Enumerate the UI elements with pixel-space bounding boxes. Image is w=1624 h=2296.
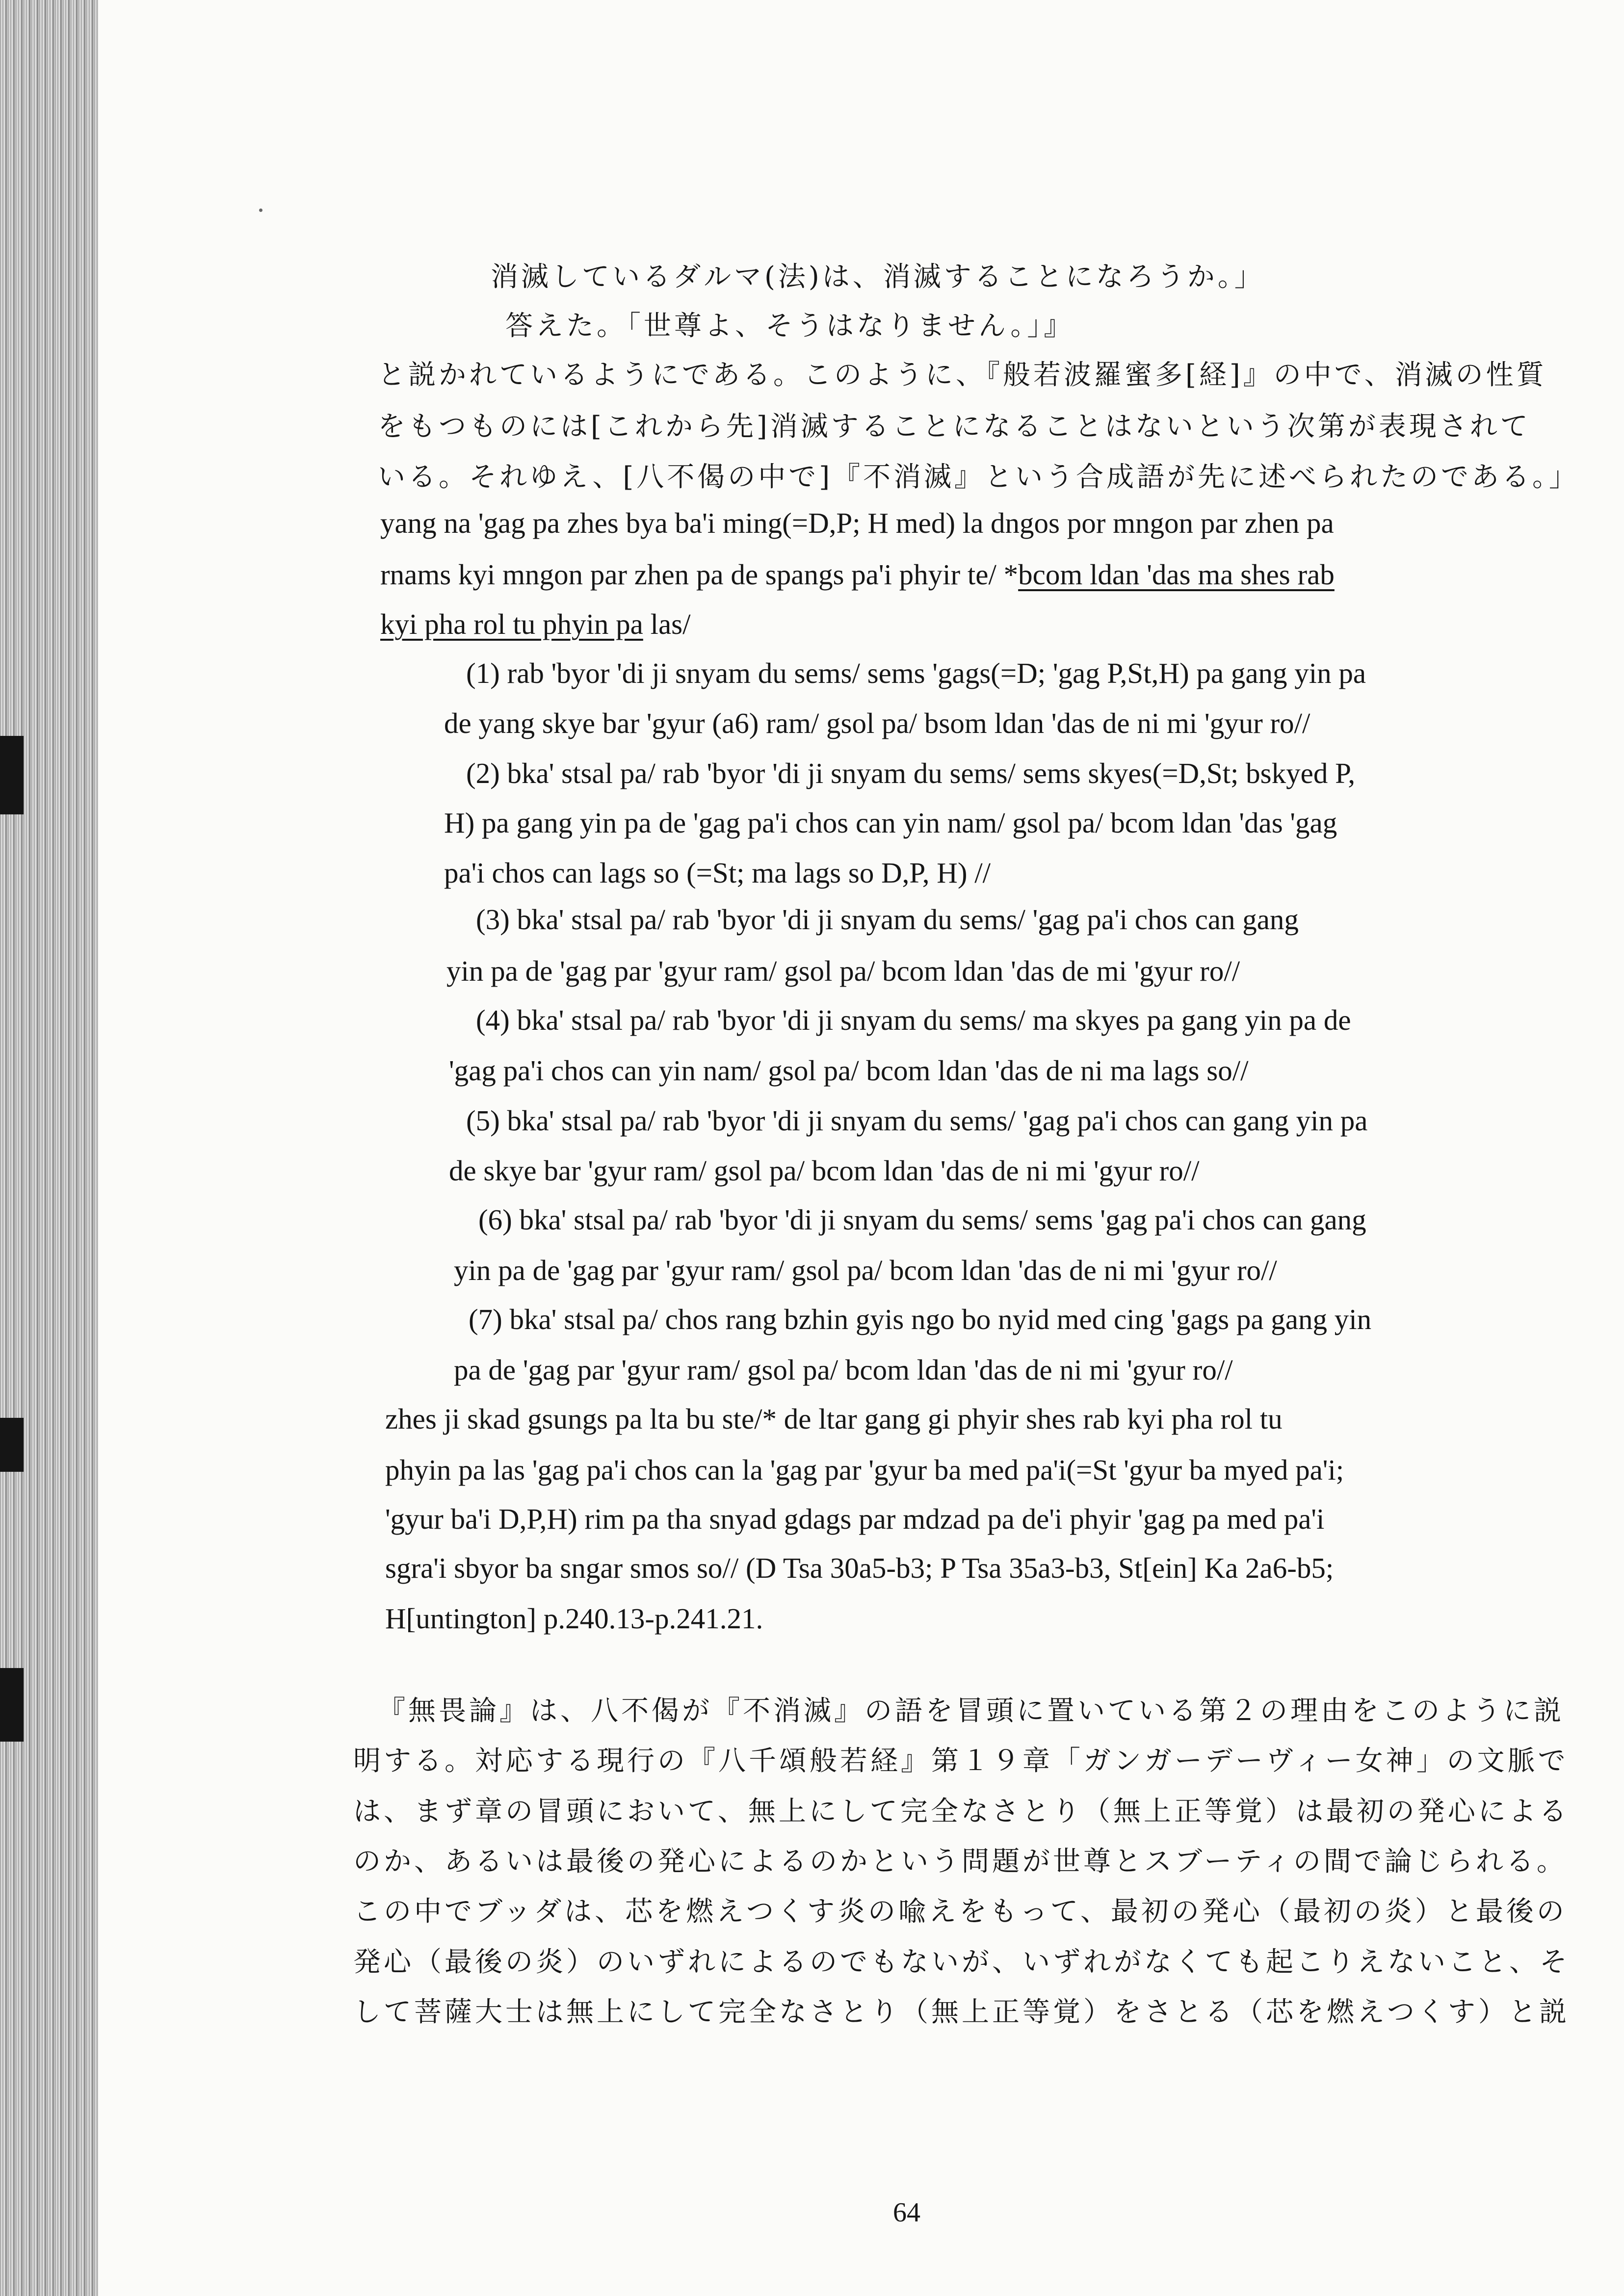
body-line: のか、あるいは最後の発心によるのかという問題が世尊とスブーティの間で論じられる。 — [353, 1846, 1567, 1878]
underlined-title: bcom ldan 'das ma shes rab — [1018, 558, 1335, 591]
quote-line: 答えた。「世尊よ、そうはなりません。」』 — [505, 310, 1074, 342]
body-line: をもつものには[これから先]消滅することになることはないという次第が表現されて — [378, 411, 1531, 443]
body-line: いる。それゆえ、[八不偈の中で]『不消滅』という合成語が先に述べられたのである。」 — [378, 461, 1580, 493]
numbered-line: (3) bka' stsal pa/ rab 'byor 'di ji snyam du sems/ 'gag pa'i chos can gang — [476, 903, 1299, 936]
gutter-mark — [0, 1668, 24, 1742]
scan-speck — [259, 209, 262, 212]
numbered-line: (6) bka' stsal pa/ rab 'byor 'di ji snyam du sems/ sems 'gag pa'i chos can gang — [478, 1203, 1366, 1236]
tibetan-line: 'gyur ba'i D,P,H) rim pa tha snyad gdags par mdzad pa de'i phyir 'gag pa med pa'i — [385, 1503, 1325, 1535]
page-number: 64 — [893, 2197, 920, 2228]
numbered-line: (5) bka' stsal pa/ rab 'byor 'di ji snyam du sems/ 'gag pa'i chos can gang yin pa — [466, 1104, 1368, 1137]
numbered-line: H) pa gang yin pa de 'gag pa'i chos can yin nam/ gsol pa/ bcom ldan 'das 'gag — [444, 807, 1337, 839]
numbered-line: yin pa de 'gag par 'gyur ram/ gsol pa/ bcom ldan 'das de ni mi 'gyur ro// — [454, 1254, 1277, 1286]
body-line: 明する。対応する現行の『八千頌般若経』第１９章「ガンガーデーヴィー女神」の文脈で — [353, 1745, 1569, 1777]
numbered-line: (7) bka' stsal pa/ chos rang bzhin gyis ngo bo nyid med cing 'gags pa gang yin — [469, 1303, 1372, 1335]
body-line: は、まず章の冒頭において、無上にして完全なさとり（無上正等覚）は最初の発心による — [353, 1796, 1570, 1827]
gutter-mark — [0, 1418, 24, 1472]
numbered-line: de skye bar 'gyur ram/ gsol pa/ bcom ldan 'das de ni mi 'gyur ro// — [449, 1154, 1200, 1187]
tibetan-text: rnams kyi mngon par zhen pa de spangs pa'i phyir te/ * — [380, 558, 1019, 591]
tibetan-line: H[untington] p.240.13-p.241.21. — [385, 1602, 763, 1635]
numbered-line: 'gag pa'i chos can yin nam/ gsol pa/ bcom ldan 'das de ni ma lags so// — [449, 1054, 1249, 1087]
underlined-title: kyi pha rol tu phyin pa — [380, 608, 643, 640]
numbered-line: (2) bka' stsal pa/ rab 'byor 'di ji snyam du sems/ sems skyes(=D,St; bskyed P, — [466, 757, 1356, 789]
body-line: 発心（最後の炎）のいずれによるのでもないが、いずれがなくても起こりえないこと、そ — [353, 1946, 1570, 1978]
body-line: この中でブッダは、芯を燃えつくす炎の喩えをもって、最初の発心（最初の炎）と最後の — [353, 1896, 1567, 1928]
tibetan-line: phyin pa las 'gag pa'i chos can la 'gag par 'gyur ba med pa'i(=St 'gyur ba myed pa'i; — [385, 1454, 1344, 1486]
tibetan-line — [380, 558, 1335, 592]
numbered-line: yin pa de 'gag par 'gyur ram/ gsol pa/ bcom ldan 'das de mi 'gyur ro// — [446, 955, 1240, 987]
numbered-line: (4) bka' stsal pa/ rab 'byor 'di ji snyam du sems/ ma skyes pa gang yin pa de — [476, 1004, 1351, 1036]
numbered-line: pa de 'gag par 'gyur ram/ gsol pa/ bcom ldan 'das de ni mi 'gyur ro// — [454, 1354, 1233, 1386]
tibetan-line: zhes ji skad gsungs pa lta bu ste/* de ltar gang gi phyir shes rab kyi pha rol tu — [385, 1403, 1283, 1435]
gutter-mark — [0, 736, 24, 814]
tibetan-line: sgra'i sbyor ba sngar smos so// (D Tsa 30a5-b3; P Tsa 35a3-b3, St[ein] Ka 2a6-b5; — [385, 1552, 1334, 1584]
numbered-line: de yang skye bar 'gyur (a6) ram/ gsol pa/ bsom ldan 'das de ni mi 'gyur ro// — [444, 707, 1310, 739]
quote-line: 消滅しているダルマ(法)は、消滅することになろうか。」 — [491, 261, 1265, 293]
numbered-line: (1) rab 'byor 'di ji snyam du sems/ sems 'gags(=D; 'gag P,St,H) pa gang yin pa — [466, 657, 1366, 689]
tibetan-text: las/ — [643, 608, 691, 640]
body-line: 『無畏論』は、八不偈が『不消滅』の語を冒頭に置いている第２の理由をこのように説 — [378, 1695, 1564, 1727]
numbered-line: pa'i chos can lags so (=St; ma lags so D,P, H) // — [444, 857, 991, 889]
page-gutter-edge — [0, 0, 98, 2296]
body-line: と説かれているようにである。このように、『般若波羅蜜多[経]』の中で、消滅の性質 — [378, 359, 1547, 391]
body-line: して菩薩大士は無上にして完全なさとり（無上正等覚）をさとる（芯を燃えつくす）と説 — [353, 1996, 1570, 2028]
tibetan-line — [380, 607, 691, 641]
tibetan-line: yang na 'gag pa zhes bya ba'i ming(=D,P; H med) la dngos por mngon par zhen pa — [380, 507, 1334, 539]
